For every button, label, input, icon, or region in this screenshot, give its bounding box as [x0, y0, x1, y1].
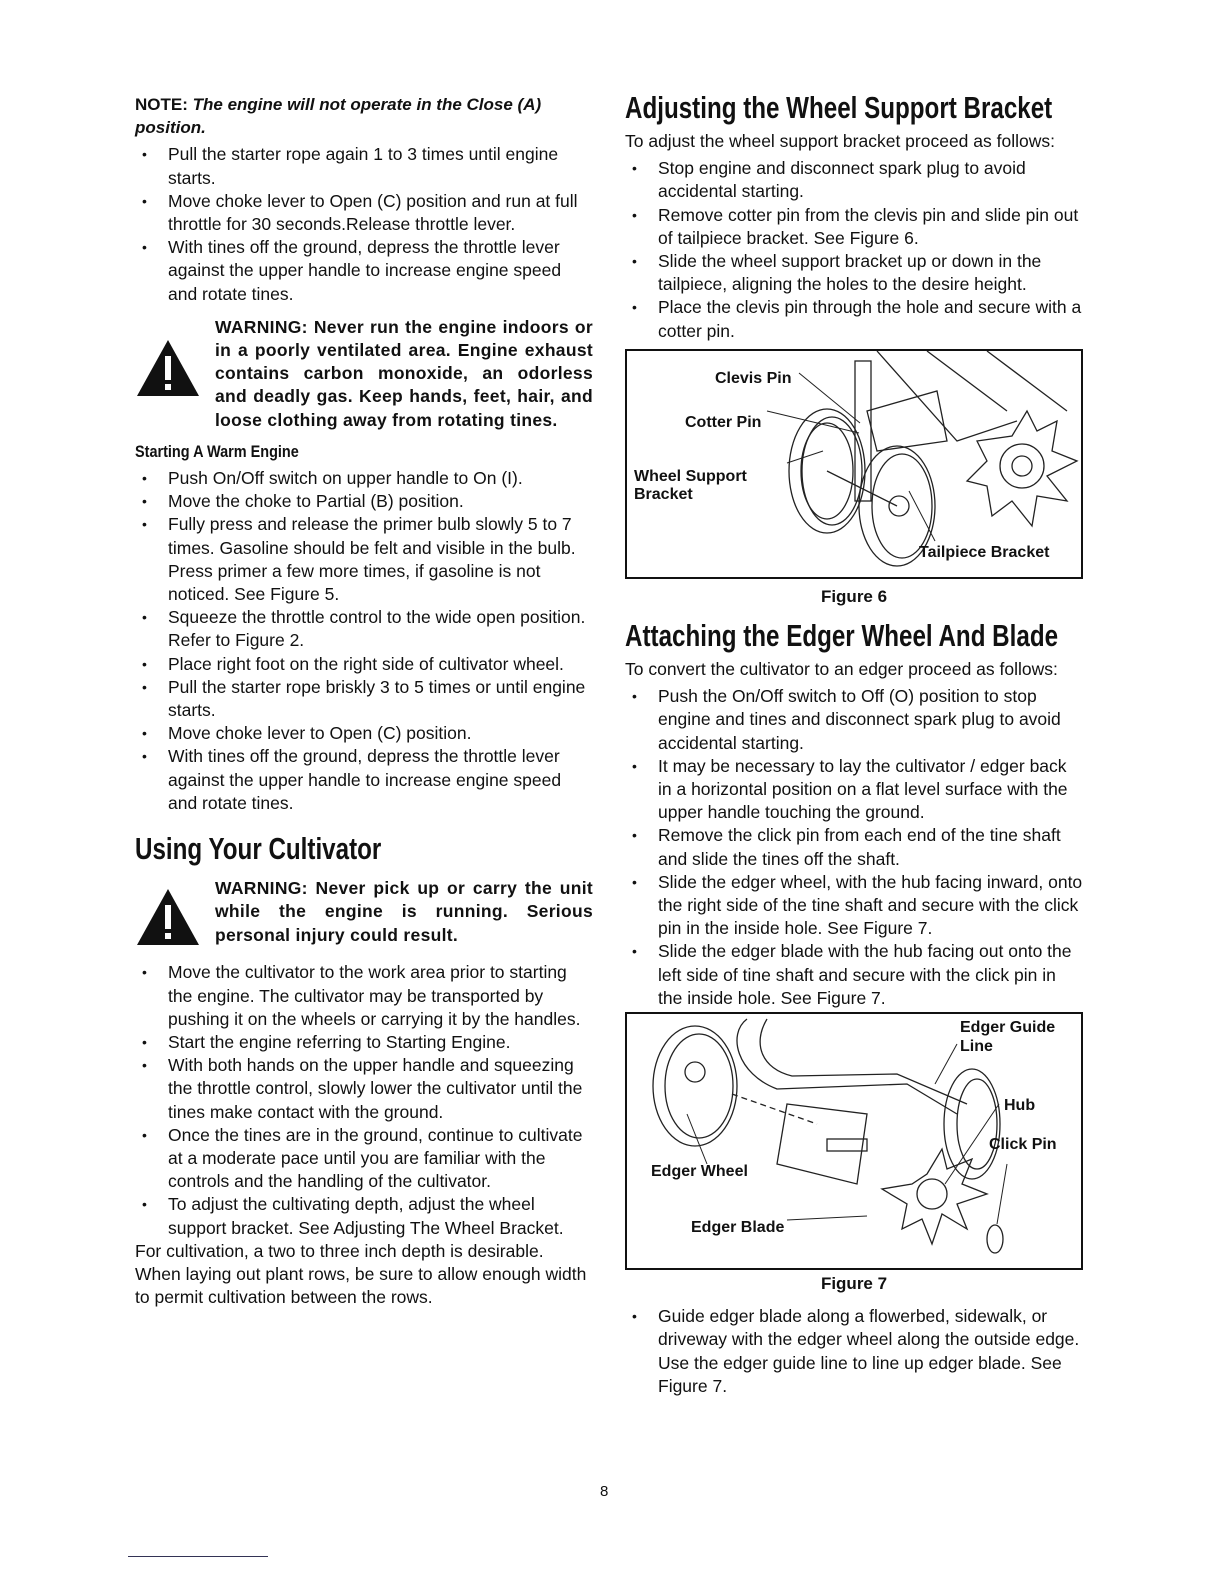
list-item: • Guide edger blade along a flowerbed, sidewalk, or driveway with the edger wheel along the outside edge. Use the edger guide line to line up edger blade. See Figure 7.: [625, 1305, 1083, 1398]
warning-carry: [135, 877, 593, 953]
label-edger-guide: Edger Guide: [960, 1019, 1056, 1037]
label-line: Line: [960, 1038, 993, 1056]
warning-triangle-icon: [135, 316, 215, 432]
list-item: • Slide the wheel support bracket up or down in the tailpiece, aligning the holes to the desire height.: [625, 250, 1083, 296]
warning-text: WARNING: Never run the engine indoors or in a poorly ventilated area. Engine exhaust contains carbon monoxide, an odorless and deadly gas. Keep hands, feet, hair, and loose clothing away from rotating tines.: [215, 316, 593, 430]
warning-triangle-icon: [135, 877, 215, 953]
list-item: • It may be necessary to lay the cultivator / edger back in a horizontal position on a flat level surface with the upper handle touching the ground.: [625, 755, 1083, 825]
using-steps: [135, 961, 593, 1239]
list-item: • Move the choke to Partial (B) position.: [135, 490, 593, 513]
edger-steps: [625, 685, 1083, 1010]
note-label: NOTE:: [135, 95, 188, 114]
list-item: • Pull the starter rope again 1 to 3 times until engine starts.: [135, 143, 593, 189]
list-item: • Slide the edger wheel, with the hub facing inward, onto the right side of the tine shaft and secure with the click pin in the inside hole. See Figure 7.: [625, 871, 1083, 941]
list-item: • Slide the edger blade with the hub facing out onto the left side of tine shaft and secure with the click pin in the inside hole. See Figure 7.: [625, 940, 1083, 1010]
list-item: • Pull the starter rope briskly 3 to 5 times or until engine starts.: [135, 676, 593, 722]
list-item: • Place right foot on the right side of cultivator wheel.: [135, 653, 593, 676]
list-item: • Start the engine referring to Starting Engine.: [135, 1031, 593, 1054]
label-tailpiece-bracket: Tailpiece Bracket: [919, 543, 1050, 561]
warm-engine-heading: Starting A Warm Engine: [135, 441, 299, 461]
list-item: • Move choke lever to Open (C) position and run at full throttle for 30 seconds.Release throttle lever.: [135, 190, 593, 236]
list-item: • Push On/Off switch on upper handle to On (I).: [135, 467, 593, 490]
left-column: [135, 93, 593, 1309]
list-item: • Once the tines are in the ground, continue to cultivate at a moderate pace until you are familiar with the controls and the handling of the cultivator.: [135, 1124, 593, 1194]
label-hub: Hub: [1004, 1097, 1036, 1115]
edger-usage-steps: [625, 1305, 1083, 1398]
warm-start-steps: [135, 467, 593, 815]
restart-steps: [135, 143, 593, 305]
list-item: • To adjust the cultivating depth, adjust the wheel support bracket. See Adjusting The Wheel Bracket.: [135, 1193, 593, 1239]
bracket-steps: [625, 157, 1083, 343]
label-edger-blade: Edger Blade: [691, 1219, 785, 1237]
list-item: • Stop engine and disconnect spark plug to avoid accidental starting.: [625, 157, 1083, 203]
label-bracket: Bracket: [634, 485, 693, 503]
figure-6-caption: Figure 6: [820, 586, 888, 606]
bracket-intro: To adjust the wheel support bracket proceed as follows:: [625, 131, 1055, 151]
right-column: [625, 90, 1083, 1398]
list-item: • Remove cotter pin from the clevis pin and slide pin out of tailpiece bracket. See Figure 6.: [625, 204, 1083, 250]
warning-indoors: [135, 316, 593, 432]
edger-heading: Attaching the Edger Wheel And Blade: [625, 618, 1059, 654]
label-wheel-support: Wheel Support: [634, 467, 747, 485]
bracket-heading: Adjusting the Wheel Support Bracket: [625, 90, 1053, 125]
page-number: 8: [600, 1483, 609, 1500]
closing-paragraph: For cultivation, a two to three inch depth is desirable. When laying out plant rows, be sure to allow enough width to permit cultivation between the rows.: [135, 1240, 587, 1308]
list-item: • Push the On/Off switch to Off (O) position to stop engine and tines and disconnect spark plug to avoid accidental starting.: [625, 685, 1083, 755]
warning-text: WARNING: Never pick up or carry the unit while the engine is running. Serious personal injury could result.: [215, 878, 593, 945]
figure-7: [625, 1012, 1083, 1270]
edger-intro: To convert the cultivator to an edger proceed as follows:: [625, 659, 1058, 680]
figure-6: [625, 349, 1083, 579]
list-item: • Move choke lever to Open (C) position.: [135, 722, 593, 745]
using-cultivator-heading: Using Your Cultivator: [135, 831, 382, 867]
figure-7-caption: Figure 7: [820, 1274, 888, 1294]
label-edger-wheel: Edger Wheel: [651, 1163, 748, 1181]
list-item: • Place the clevis pin through the hole and secure with a cotter pin.: [625, 296, 1083, 342]
footer-rule: [128, 1556, 268, 1557]
list-item: • Move the cultivator to the work area prior to starting the engine. The cultivator may be transported by pushing it on the wheels or carrying it by the handles.: [135, 961, 593, 1031]
list-item: • Fully press and release the primer bulb slowly 5 to 7 times. Gasoline should be felt and visible in the bulb. Press primer a few more times, if gasoline is not noticed. See Figure 5.: [135, 513, 593, 606]
label-cotter-pin: Cotter Pin: [685, 413, 762, 431]
note-text: The engine will not operate in the Close (A) position.: [135, 95, 542, 138]
list-item: • Squeeze the throttle control to the wide open position. Refer to Figure 2.: [135, 606, 593, 652]
list-item: • Remove the click pin from each end of the tine shaft and slide the tines off the shaft.: [625, 824, 1083, 870]
list-item: • With tines off the ground, depress the throttle lever against the upper handle to increase engine speed and rotate tines.: [135, 236, 593, 306]
list-item: • With both hands on the upper handle and squeezing the throttle control, slowly lower the cultivator until the tines make contact with the ground.: [135, 1054, 593, 1124]
label-clevis-pin: Clevis Pin: [715, 369, 792, 387]
list-item: • With tines off the ground, depress the throttle lever against the upper handle to increase engine speed and rotate tines.: [135, 745, 593, 815]
label-click-pin: Click Pin: [989, 1136, 1057, 1154]
engine-note: [135, 93, 593, 139]
